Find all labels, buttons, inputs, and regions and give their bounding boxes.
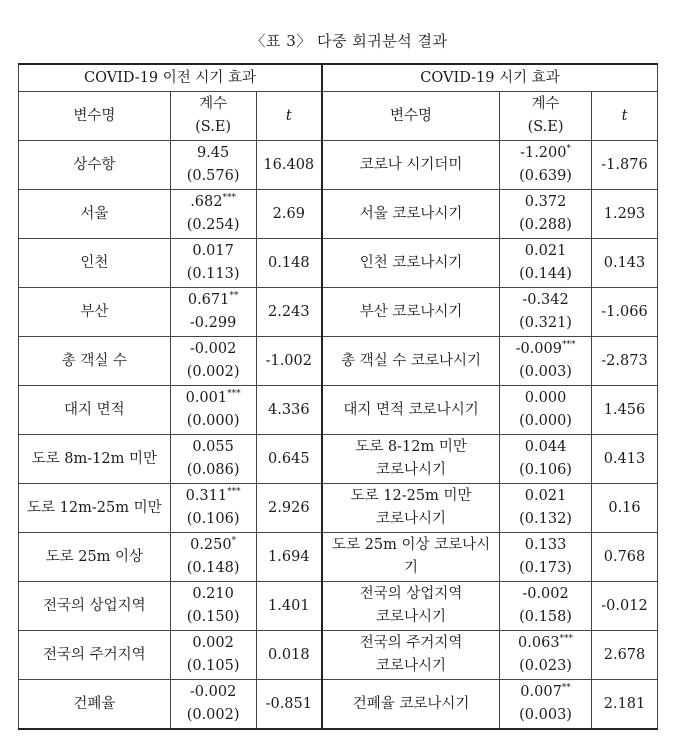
variable-name-line: 도로 8-12m 미만 — [355, 439, 467, 455]
standard-error: (0.105) — [186, 658, 240, 674]
covid-variable — [322, 582, 500, 631]
group-header-row — [19, 64, 658, 92]
pre-covid-t-value: 0.018 — [256, 631, 322, 680]
table-row — [19, 435, 658, 484]
significance-stars: ** — [229, 291, 239, 302]
covid-t-value: -1.066 — [592, 288, 658, 337]
header-se-label: (S.E) — [195, 119, 232, 135]
pre-covid-t-value: 2.69 — [256, 190, 322, 239]
pre-covid-coefficient — [170, 484, 256, 533]
covid-t-value: 1.456 — [592, 386, 658, 435]
table-row — [19, 631, 658, 680]
variable-name-line: 인천 코로나시기 — [359, 254, 463, 271]
coef-value — [173, 191, 254, 214]
coef-number: 0.250 — [190, 537, 232, 553]
coef-value — [173, 240, 254, 263]
covid-t-value: 0.143 — [592, 239, 658, 288]
table-row — [19, 484, 658, 533]
table-title: 〈표 3〉 다중 회귀분석 결과 — [250, 32, 448, 50]
table-row — [19, 533, 658, 582]
covid-variable — [322, 484, 500, 533]
covid-coefficient — [500, 484, 592, 533]
pre-covid-variable: 건폐율 — [19, 680, 171, 730]
coef-number: -0.002 — [189, 341, 237, 357]
variable-name-line: 건폐율 코로나시기 — [352, 695, 470, 712]
covid-t-value: 0.768 — [592, 533, 658, 582]
pre-covid-variable: 도로 12m-25m 미만 — [19, 484, 171, 533]
coef-value — [502, 485, 589, 508]
pre-covid-t-value: 16.408 — [256, 141, 322, 190]
regression-table — [18, 63, 658, 730]
variable-name-line: 서울 코로나시기 — [359, 205, 463, 222]
coef-number: .682 — [190, 194, 223, 210]
significance-stars: *** — [222, 193, 236, 204]
variable-name-line: 전국의 주거지역 — [359, 635, 463, 651]
coef-value — [173, 534, 254, 557]
table-row — [19, 288, 658, 337]
pre-covid-coefficient — [170, 631, 256, 680]
standard-error: (0.000) — [519, 413, 572, 429]
pre-covid-t-value: 4.336 — [256, 386, 322, 435]
coef-number: 0.372 — [524, 194, 567, 210]
coef-number: -1.200 — [520, 145, 567, 161]
variable-name-line: 총 객실 수 코로나시기 — [341, 352, 481, 369]
covid-coefficient — [500, 631, 592, 680]
coef-number: 0.001 — [185, 390, 228, 406]
coef-number: 0.017 — [192, 243, 234, 259]
standard-error: (0.288) — [519, 217, 572, 233]
coef-value — [502, 681, 589, 704]
group-header-pre-covid: COVID-19 이전 시기 효과 — [19, 64, 323, 92]
coef-value — [173, 142, 254, 165]
coef-number: 0.055 — [192, 439, 234, 455]
covid-variable — [322, 288, 500, 337]
coef-value — [173, 681, 254, 704]
covid-variable — [322, 337, 500, 386]
coef-value — [502, 534, 589, 557]
coef-number: 0.002 — [192, 635, 234, 651]
pre-covid-variable: 도로 25m 이상 — [19, 533, 171, 582]
coef-value — [502, 240, 589, 263]
pre-covid-coefficient — [170, 435, 256, 484]
coef-number: 0.000 — [524, 390, 567, 406]
variable-name-line: 전국의 상업지역 — [359, 586, 463, 602]
standard-error: (0.173) — [519, 560, 572, 576]
table-row — [19, 239, 658, 288]
standard-error: (0.023) — [519, 658, 572, 674]
coef-value — [502, 191, 589, 214]
header-variable-left: 변수명 — [19, 92, 171, 141]
significance-stars: * — [566, 144, 571, 155]
table-row — [19, 680, 658, 730]
covid-t-value: -1.876 — [592, 141, 658, 190]
coef-value — [173, 632, 254, 655]
coef-value — [173, 485, 254, 508]
significance-stars: *** — [227, 389, 241, 400]
coef-number: -0.009 — [515, 341, 562, 357]
header-variable-right: 변수명 — [322, 92, 500, 141]
covid-coefficient — [500, 435, 592, 484]
covid-coefficient — [500, 288, 592, 337]
coef-number: 9.45 — [196, 145, 230, 161]
table-row — [19, 582, 658, 631]
covid-t-value: -0.012 — [592, 582, 658, 631]
pre-covid-coefficient — [170, 533, 256, 582]
covid-variable — [322, 680, 500, 730]
variable-name-line: 코로나시기 — [376, 658, 447, 674]
pre-covid-variable: 대지 면적 — [19, 386, 171, 435]
covid-t-value: 0.413 — [592, 435, 658, 484]
standard-error: (0.106) — [519, 462, 572, 478]
header-coef-left — [170, 92, 256, 141]
covid-t-value: 1.293 — [592, 190, 658, 239]
covid-t-value: 0.16 — [592, 484, 658, 533]
variable-name-line: 도로 12-25m 미만 — [350, 488, 472, 504]
standard-error: (0.002) — [186, 364, 240, 380]
covid-t-value: 2.678 — [592, 631, 658, 680]
table-row — [19, 337, 658, 386]
covid-coefficient — [500, 190, 592, 239]
pre-covid-variable: 총 객실 수 — [19, 337, 171, 386]
standard-error: (0.254) — [186, 217, 240, 233]
covid-coefficient — [500, 680, 592, 730]
standard-error: (0.003) — [519, 364, 572, 380]
table-row — [19, 386, 658, 435]
covid-t-value: -2.873 — [592, 337, 658, 386]
significance-stars: * — [231, 536, 237, 547]
pre-covid-coefficient — [170, 582, 256, 631]
header-coef-label: 계수 — [199, 96, 228, 112]
covid-variable — [322, 239, 500, 288]
coef-number: 0.210 — [192, 586, 234, 602]
covid-coefficient — [500, 582, 592, 631]
coef-value — [173, 583, 254, 606]
covid-variable — [322, 386, 500, 435]
standard-error: (0.148) — [186, 560, 240, 576]
coef-value — [173, 436, 254, 459]
coef-value — [173, 387, 254, 410]
covid-coefficient — [500, 337, 592, 386]
standard-error: (0.003) — [519, 707, 572, 723]
variable-name-line: 코로나시기 — [376, 462, 447, 478]
column-header-row — [19, 92, 658, 141]
variable-name-line: 코로나시기 — [376, 609, 447, 625]
coef-number: 0.007 — [520, 684, 562, 700]
pre-covid-t-value: 0.645 — [256, 435, 322, 484]
standard-error: (0.000) — [186, 413, 240, 429]
coef-number: -0.342 — [522, 292, 569, 308]
pre-covid-t-value: 2.926 — [256, 484, 322, 533]
variable-name-line: 부산 코로나시기 — [359, 303, 463, 320]
coef-number: 0.021 — [524, 243, 567, 259]
covid-coefficient — [500, 239, 592, 288]
pre-covid-t-value: 2.243 — [256, 288, 322, 337]
pre-covid-variable: 도로 8m-12m 미만 — [19, 435, 171, 484]
variable-name-line: 코로나 시기더미 — [359, 156, 463, 173]
table-row — [19, 190, 658, 239]
header-se-label: (S.E) — [527, 119, 564, 135]
pre-covid-t-value: 0.148 — [256, 239, 322, 288]
pre-covid-coefficient — [170, 239, 256, 288]
pre-covid-t-value: 1.694 — [256, 533, 322, 582]
standard-error: (0.144) — [519, 266, 572, 282]
pre-covid-variable: 인천 — [19, 239, 171, 288]
standard-error: -0.299 — [189, 315, 237, 331]
pre-covid-t-value: 1.401 — [256, 582, 322, 631]
coef-number: -0.002 — [522, 586, 569, 602]
pre-covid-variable: 부산 — [19, 288, 171, 337]
coef-value — [173, 289, 254, 312]
pre-covid-variable: 전국의 상업지역 — [19, 582, 171, 631]
covid-variable — [322, 141, 500, 190]
pre-covid-coefficient — [170, 141, 256, 190]
standard-error: (0.639) — [519, 168, 572, 184]
pre-covid-coefficient — [170, 680, 256, 730]
coef-value — [502, 142, 589, 165]
coef-number: 0.044 — [524, 439, 567, 455]
variable-name-line: 대지 면적 코로나시기 — [343, 401, 479, 418]
pre-covid-coefficient — [170, 386, 256, 435]
standard-error: (0.576) — [186, 168, 240, 184]
variable-name-line: 코로나시기 — [376, 511, 447, 527]
coef-number: 0.063 — [518, 635, 560, 651]
covid-variable — [322, 190, 500, 239]
standard-error: (0.132) — [519, 511, 572, 527]
header-coef-right — [500, 92, 592, 141]
standard-error: (0.158) — [519, 609, 572, 625]
coef-value — [173, 338, 254, 361]
coef-value — [502, 436, 589, 459]
coef-value — [502, 338, 589, 361]
significance-stars: *** — [227, 487, 241, 498]
coef-value — [502, 289, 589, 312]
covid-t-value: 2.181 — [592, 680, 658, 730]
pre-covid-variable: 상수항 — [19, 141, 171, 190]
header-coef-label: 계수 — [531, 96, 560, 112]
header-t-left: t — [256, 92, 322, 141]
coef-number: 0.021 — [524, 488, 567, 504]
pre-covid-variable: 서울 — [19, 190, 171, 239]
standard-error: (0.086) — [186, 462, 240, 478]
covid-coefficient — [500, 141, 592, 190]
covid-coefficient — [500, 386, 592, 435]
coef-number: 0.671 — [187, 292, 230, 308]
pre-covid-t-value: -1.002 — [256, 337, 322, 386]
standard-error: (0.113) — [186, 266, 240, 282]
coef-number: 0.133 — [524, 537, 567, 553]
pre-covid-coefficient — [170, 288, 256, 337]
variable-name-line: 도로 25m 이상 코로나시기 — [332, 537, 491, 576]
significance-stars: ** — [561, 683, 571, 694]
coef-value — [502, 632, 589, 655]
covid-coefficient — [500, 533, 592, 582]
pre-covid-coefficient — [170, 190, 256, 239]
coef-value — [502, 387, 589, 410]
group-header-covid: COVID-19 시기 효과 — [322, 64, 657, 92]
standard-error: (0.106) — [186, 511, 240, 527]
coef-value — [502, 583, 589, 606]
header-t-right: t — [592, 92, 658, 141]
pre-covid-variable: 전국의 주거지역 — [19, 631, 171, 680]
standard-error: (0.321) — [519, 315, 572, 331]
covid-variable — [322, 533, 500, 582]
pre-covid-t-value: -0.851 — [256, 680, 322, 730]
coef-number: 0.311 — [185, 488, 228, 504]
significance-stars: *** — [559, 634, 574, 645]
table-row — [19, 141, 658, 190]
covid-variable — [322, 631, 500, 680]
standard-error: (0.002) — [186, 707, 240, 723]
coef-number: -0.002 — [189, 684, 237, 700]
significance-stars: *** — [562, 340, 576, 351]
pre-covid-coefficient — [170, 337, 256, 386]
covid-variable — [322, 435, 500, 484]
standard-error: (0.150) — [186, 609, 240, 625]
